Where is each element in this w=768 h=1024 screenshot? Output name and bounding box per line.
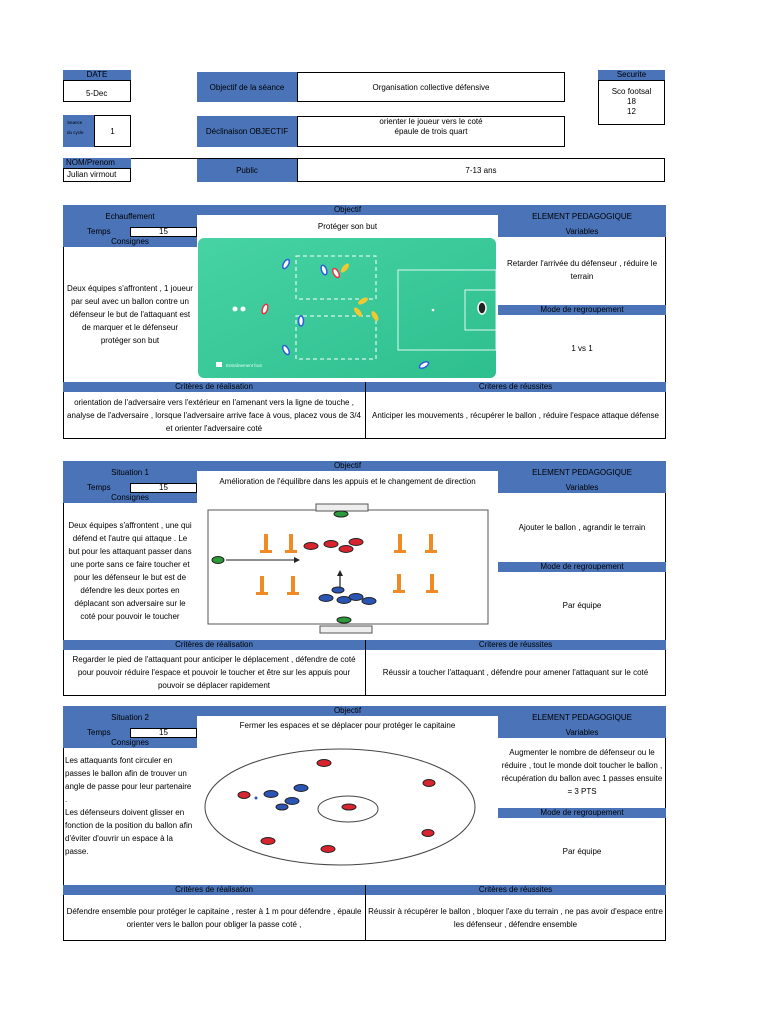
objectif-text: Amélioration de l'équilibre dans les appuis et le changement de direction xyxy=(219,476,476,486)
pitch-diagram-3 xyxy=(198,737,496,883)
pitch-diagram-1 xyxy=(198,238,496,378)
consignes-text xyxy=(65,754,195,882)
criteres-reussites-text: Anticiper les mouvements , récupérer le ballon , réduire l'espace attaque défense xyxy=(371,410,660,420)
consignes-label: Consignes xyxy=(63,738,197,748)
objectif-seance-value: Organisation collective défensive xyxy=(297,72,565,102)
public-label: Public xyxy=(197,158,297,182)
date-value: 5-Dec xyxy=(63,80,131,102)
ball xyxy=(233,307,238,312)
consignes-paragraph-1: Les attaquants font circuler en passes le ballon afin de trouver un angle de passe pour leur partenaire . xyxy=(65,756,192,804)
securite-line2: 18 xyxy=(627,97,636,106)
attacker xyxy=(212,557,224,564)
seance-value: 1 xyxy=(94,115,131,147)
objectif-label: Objectif xyxy=(197,461,498,471)
temps-label: Temps xyxy=(87,227,111,236)
temps-value: 15 xyxy=(130,483,197,493)
goalkeeper-bottom xyxy=(337,617,351,623)
consignes-paragraph-2: Les défenseurs doivent glisser en fonction de la position du ballon afin d'éviter d'ouvrir un espace à la passe. xyxy=(65,808,193,856)
logo-icon xyxy=(216,362,222,367)
criteres-realisation-label: Critères de réalisation xyxy=(63,640,365,650)
objectif-label: Objectif xyxy=(197,205,498,215)
criteres-realisation-text: Regarder le pied de l'attaquant pour anticiper le déplacement , défendre de coté pour pouvoir réduire l'espace et pouvoir le toucher et être sur les appuis pour pouvoir se déplacer rapidement xyxy=(72,655,356,690)
consignes-text: Deux équipes s'affrontent , une qui défend et l'autre qui attaque . Le but pour les attaquant passer dans une porte sans ce faire toucher et pour les défenseur le but est de défendre les deux portes en déplacant son adversaire sur le coté pour pouvoir le toucher xyxy=(68,521,192,621)
securite-label: Securite xyxy=(598,70,665,80)
element-pedagogique-label: ELEMENT PEDAGOGIQUE xyxy=(498,706,666,728)
diagram-caption: Entraînement foot xyxy=(226,363,262,368)
mode-label: Mode de regroupement xyxy=(498,562,666,572)
mode-text: Par équipe xyxy=(562,846,602,856)
section-title: Echauffement xyxy=(63,205,197,227)
declinaison-line2: épaule de trois quart xyxy=(394,127,468,136)
variables-label: Variables xyxy=(498,728,666,738)
goalkeeper xyxy=(478,302,486,314)
variables-text: Augmenter le nombre de défenseur ou le réduire , tout le monde doit toucher le ballon , récupération du ballon avec 1 passes ensuite = 3 PTS xyxy=(501,748,663,796)
consignes-label: Consignes xyxy=(63,493,197,503)
penalty-spot xyxy=(432,309,435,312)
seance-label xyxy=(63,115,94,147)
nom-label: NOM/Prenom xyxy=(63,158,131,168)
outer-circle xyxy=(205,749,475,865)
mode-label: Mode de regroupement xyxy=(498,808,666,818)
temps-label: Temps xyxy=(87,728,111,737)
objectif-seance-label: Objectif de la séance xyxy=(197,72,297,102)
temps-value: 15 xyxy=(130,227,197,237)
field xyxy=(208,510,488,624)
mode-text: 1 vs 1 xyxy=(571,343,593,353)
variables-label: Variables xyxy=(498,483,666,493)
section-title: Situation 1 xyxy=(63,461,197,483)
criteres-reussites-text: Réussir à récupérer le ballon , bloquer l'axe du terrain , ne pas avoir d'espace entre les défenseur , défendre ensemble xyxy=(368,906,663,929)
divider xyxy=(365,885,366,941)
variables-label: Variables xyxy=(498,227,666,237)
goal-bottom xyxy=(320,626,372,633)
variables-text: Ajouter le ballon , agrandir le terrain xyxy=(518,522,646,532)
objectif-text: Protéger son but xyxy=(317,221,378,231)
mode-text: Par équipe xyxy=(562,600,602,610)
variables-text: Retarder l'arrivée du défenseur , réduire le terrain xyxy=(506,259,658,281)
declinaison-value xyxy=(297,116,565,147)
criteres-realisation-text: Défendre ensemble pour protéger le capitaine , rester à 1 m pour défendre , épaule orienter vers le ballon pour obliger la passe coté , xyxy=(66,906,362,929)
criteres-reussites-label: Criteres de réussites xyxy=(365,382,666,392)
divider xyxy=(365,382,366,439)
captain xyxy=(342,804,356,810)
declinaison-label: Déclinaison OBJECTIF xyxy=(197,116,297,147)
mode-label: Mode de regroupement xyxy=(498,305,666,315)
criteres-realisation-text: orientation de l'adversaire vers l'extérieur en l'amenant vers la ligne de touche , analyse de l'adversaire , lorsque l'adversaire arrive face à vous, placez vous de 3/4 et orienter l'adversaire coté xyxy=(67,397,361,433)
objectif-text: Fermer les espaces et se déplacer pour protéger le capitaine xyxy=(239,720,456,730)
temps-value: 15 xyxy=(130,728,197,738)
securite-line1: Sco footsal xyxy=(611,87,652,96)
element-pedagogique-label: ELEMENT PEDAGOGIQUE xyxy=(498,205,666,227)
criteres-realisation-label: Critères de réalisation xyxy=(63,382,365,392)
declinaison-line1: orienter le joueur vers le coté xyxy=(379,117,483,126)
goal-top xyxy=(316,504,368,511)
securite-line3: 12 xyxy=(627,107,636,116)
criteres-realisation-label: Critères de réalisation xyxy=(63,885,365,895)
criteres-reussites-text: Réussir a toucher l'attaquant , défendre pour amener l'attaquant sur le coté xyxy=(382,668,649,677)
seance-label-line2: du cycle xyxy=(67,130,84,135)
section-title: Situation 2 xyxy=(63,706,197,728)
consignes-text: Deux équipes s'affrontent , 1 joueur par seul avec un ballon contre un défenseur le but de l'attaquant est de marquer et le défenseur protéger son but xyxy=(67,284,193,345)
objectif-label: Objectif xyxy=(197,706,498,716)
securite-value xyxy=(598,80,665,125)
element-pedagogique-label: ELEMENT PEDAGOGIQUE xyxy=(498,461,666,483)
nom-value: Julian virmout xyxy=(63,168,131,182)
consignes-label: Consignes xyxy=(63,237,197,247)
criteres-reussites-label: Criteres de réussites xyxy=(365,640,666,650)
divider xyxy=(365,640,366,696)
public-value: 7-13 ans xyxy=(297,158,665,182)
ball xyxy=(241,307,246,312)
goalkeeper-top xyxy=(334,511,348,517)
seance-label-line1: Seance xyxy=(67,120,83,125)
pitch-diagram-2 xyxy=(198,492,496,638)
date-label: DATE xyxy=(63,70,131,80)
criteres-reussites-label: Critères de réussites xyxy=(365,885,666,895)
header-divider xyxy=(131,158,665,159)
ball xyxy=(255,797,258,800)
temps-label: Temps xyxy=(87,483,111,492)
